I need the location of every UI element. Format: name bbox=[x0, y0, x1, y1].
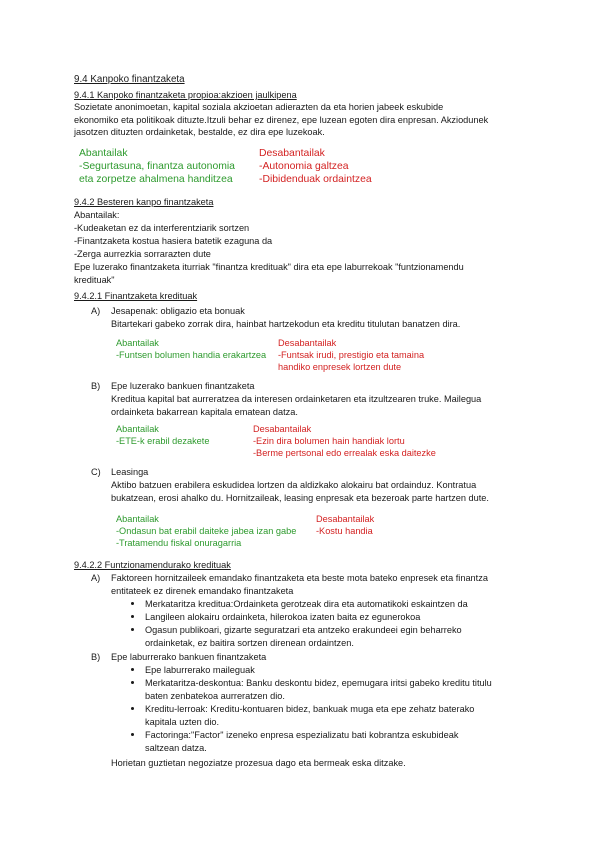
disadvantage-item: -Kostu handia bbox=[316, 526, 373, 536]
disadvantage-item: -Dibidenduak ordaintzea bbox=[259, 174, 372, 185]
advantage-item: -Tratamendu fiskal onuragarria bbox=[116, 538, 242, 548]
bullet-item-continuation: baten zenbatekoa aurreratzen dio. bbox=[145, 691, 285, 701]
paragraph-line: Kreditua kapital bat aurreratzea da interesen ordainketaren eta itzultzearen truke. Mailegua bbox=[111, 394, 482, 404]
bullet-icon bbox=[131, 733, 134, 736]
paragraph-line: Epe luzerako finantzaketa iturriak "finantza kredituak" dira eta epe laburrekoak "funtzionamendu bbox=[74, 262, 464, 272]
section-title-9-4-1: 9.4.1 Kanpoko finantzaketa propioa:akzioen jaulkipena bbox=[74, 90, 297, 100]
list-marker: B) bbox=[91, 381, 101, 391]
bullet-icon bbox=[131, 628, 134, 631]
advantage-item: -Zerga aurrezkia sorrarazten dute bbox=[74, 249, 211, 259]
advantage-item: -Kudeaketan ez da interferentziarik sortzen bbox=[74, 223, 250, 233]
bullet-item: Merkataritza kreditua:Ordainketa gerotzeak dira eta automatikoki eskaintzen da bbox=[145, 599, 468, 609]
advantages-heading: Abantailak bbox=[79, 148, 128, 159]
list-marker: B) bbox=[91, 652, 101, 662]
bullet-item: Epe laburrerako maileguak bbox=[145, 665, 255, 675]
section-title-9-4-2-2: 9.4.2.2 Funtzionamendurako kredituak bbox=[74, 560, 231, 570]
disadvantage-item: -Berme pertsonal edo errealak eska daitezke bbox=[253, 448, 436, 458]
section-title-9-4: 9.4 Kanpoko finantzaketa bbox=[74, 74, 185, 85]
advantages-heading: Abantailak bbox=[116, 338, 159, 348]
paragraph-line: jasotzen dituzten ordainketak, bestalde, ez dira epe luzekoak. bbox=[74, 127, 325, 137]
item-title: Jesapenak: obligazio eta bonuak bbox=[111, 306, 245, 316]
bullet-item: Factoringa:"Factor" izeneko enpresa espezializatu bati kobrantza eskubideak bbox=[145, 730, 459, 740]
bullet-icon bbox=[131, 602, 134, 605]
advantage-item: -Funtsen bolumen handia erakartzea bbox=[116, 350, 267, 360]
paragraph-line: Sozietate anonimoetan, kapital soziala akzioetan adierazten da eta horien jabeek eskubide bbox=[74, 102, 444, 112]
paragraph-line: kredituak" bbox=[74, 275, 115, 285]
disadvantages-heading: Desabantailak bbox=[278, 338, 337, 348]
disadvantage-item: -Funtsak irudi, prestigio eta tamaina bbox=[278, 350, 425, 360]
paragraph-line: ordainketa bakarrean kapitala ematean datza. bbox=[111, 407, 298, 417]
bullet-item: Merkataritza-deskontua: Banku deskontu bidez, epemugara iritsi gabeko kreditu titulu bbox=[145, 678, 492, 688]
disadvantage-item: handiko enpresek lortzen dute bbox=[278, 362, 402, 372]
bullet-item: Kreditu-lerroak: Kreditu-kontuaren bidez, bankuak muga eta epe zehatz baterako bbox=[145, 704, 475, 714]
advantage-item: -Finantzaketa kostua hasiera batetik ezaguna da bbox=[74, 236, 273, 246]
advantage-item: -Ondasun bat erabil daiteke jabea izan gabe bbox=[116, 526, 297, 536]
closing-paragraph: Horietan guztietan negoziatze prozesua dago eta bermeak eska ditzake. bbox=[111, 758, 406, 768]
list-marker: C) bbox=[91, 467, 101, 477]
advantage-item: -Segurtasuna, finantza autonomia bbox=[79, 161, 235, 172]
bullet-item-continuation: ordainketak, ez baitira sortzen direnean ordaintzen. bbox=[145, 638, 354, 648]
item-title: Epe laburrerako bankuen finantzaketa bbox=[111, 652, 267, 662]
paragraph-line: Bitartekari gabeko zorrak dira, hainbat hartzekodun eta kreditu titulutan banatzen dira. bbox=[111, 319, 461, 329]
disadvantage-item: -Ezin dira bolumen hain handiak lortu bbox=[253, 436, 405, 446]
item-title: entitateek ez direnek emandako finantzaketa bbox=[111, 586, 294, 596]
bullet-item-continuation: saltzean datza. bbox=[145, 743, 207, 753]
bullet-item: Langileen alokairu ordainketa, hilerokoa izaten baita ez egunerokoa bbox=[145, 612, 421, 622]
advantages-label: Abantailak: bbox=[74, 210, 120, 220]
bullet-icon bbox=[131, 668, 134, 671]
bullet-icon bbox=[131, 681, 134, 684]
list-marker: A) bbox=[91, 306, 101, 316]
bullet-icon bbox=[131, 615, 134, 618]
item-title: Epe luzerako bankuen finantzaketa bbox=[111, 381, 255, 391]
item-title: Leasinga bbox=[111, 467, 149, 477]
list-marker: A) bbox=[91, 573, 101, 583]
bullet-item: Ogasun publikoari, gizarte seguratzari eta antzeko erakundeei egin beharreko bbox=[145, 625, 462, 635]
disadvantage-item: -Autonomia galtzea bbox=[259, 161, 349, 172]
bullet-icon bbox=[131, 707, 134, 710]
disadvantages-heading: Desabantailak bbox=[259, 148, 325, 159]
bullet-item-continuation: kapitala uzten dio. bbox=[145, 717, 220, 727]
disadvantages-heading: Desabantailak bbox=[253, 424, 312, 434]
advantage-item: -ETE-k erabil dezakete bbox=[116, 436, 210, 446]
item-title: Faktoreen hornitzaileek emandako finantzaketa eta beste mota bateko enpresek eta finantza bbox=[111, 573, 488, 583]
section-title-9-4-2: 9.4.2 Besteren kanpo finantzaketa bbox=[74, 197, 214, 207]
disadvantages-heading: Desabantailak bbox=[316, 514, 375, 524]
paragraph-line: Aktibo batzuen erabilera eskudidea lortzen da aldizkako alokairu bat ordainduz. Kontratua bbox=[111, 480, 477, 490]
advantages-heading: Abantailak bbox=[116, 424, 159, 434]
advantage-item: eta zorpetze ahalmena handitzea bbox=[79, 174, 233, 185]
section-title-9-4-2-1: 9.4.2.1 Finantzaketa kredituak bbox=[74, 291, 198, 301]
paragraph-line: bukatzean, erosi ahalko du. Hornitzaileak, leasing enpresak eta bezeroak parte hartzen dute. bbox=[111, 493, 489, 503]
advantages-heading: Abantailak bbox=[116, 514, 159, 524]
paragraph-line: ekonomiko eta politikoak dituzte.Itzuli behar ez direnez, epe luzean egoten dira enpresan. Akziodunek bbox=[74, 115, 489, 125]
